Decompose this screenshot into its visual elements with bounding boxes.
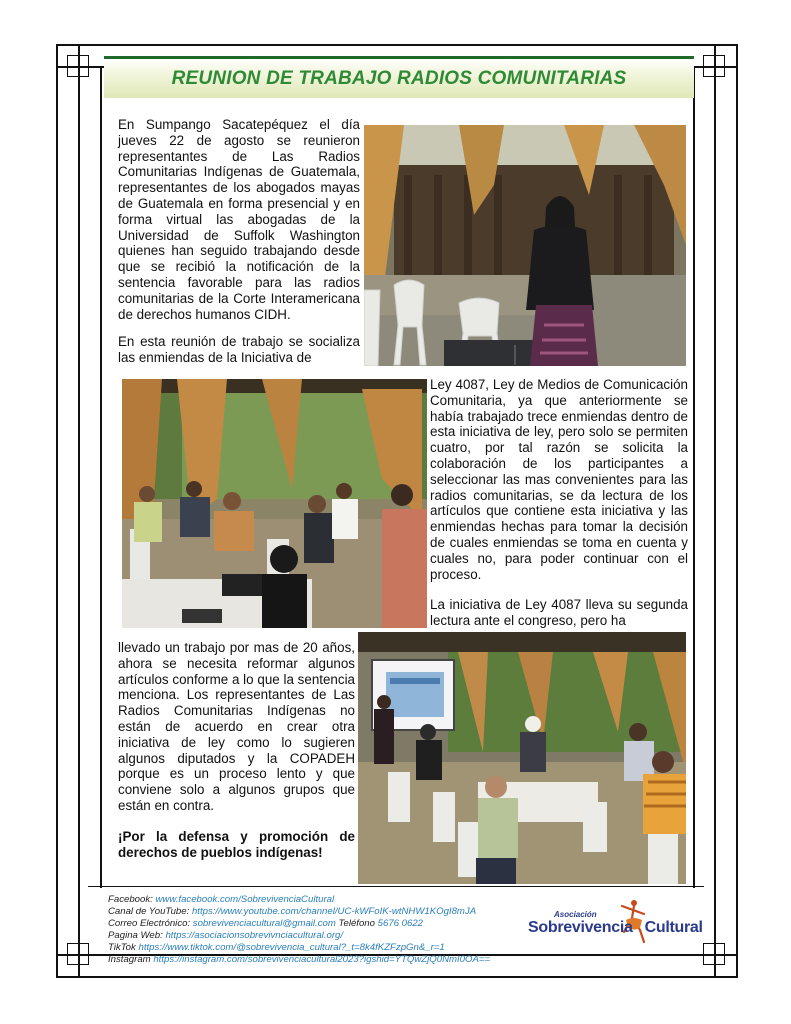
- photo-presentation-screen-art: [358, 632, 686, 884]
- photo-group-meeting: [122, 379, 427, 628]
- email-link[interactable]: sobrevivenciacultural@gmail.com: [192, 918, 336, 929]
- frame-right-line: [736, 44, 738, 978]
- title-banner: [104, 56, 694, 98]
- photo-group-meeting-art: [122, 379, 427, 628]
- footer-email: [108, 918, 423, 929]
- facebook-link[interactable]: www.facebook.com/SobrevivenciaCultural: [155, 894, 335, 905]
- web-link[interactable]: https://asociacionsobrevivnciacultural.org/: [165, 930, 344, 941]
- footer-web: [108, 930, 343, 941]
- web-label: Pagina Web:: [108, 930, 163, 941]
- phone-number: 5676 0622: [377, 918, 424, 929]
- logo-word-1: Sobrevivencia: [528, 919, 633, 936]
- email-label: Correo Electrónico:: [108, 918, 191, 929]
- photo-woman-speaking-art: [364, 125, 686, 366]
- corner-square-br: [703, 943, 725, 965]
- corner-square-tl: [67, 55, 89, 77]
- organization-logo: [526, 898, 703, 944]
- logo-small-text: Asociación: [554, 910, 597, 919]
- frame-left-line-inner: [78, 44, 80, 978]
- footer-tiktok: [108, 942, 445, 953]
- logo-name: [528, 919, 703, 937]
- frame-right-line-inner: [714, 44, 716, 978]
- photo-presentation-screen: [358, 632, 686, 884]
- paragraph-1: En Sumpango Sacatepéquez el día jueves 22 de agosto se reunieron representantes de Las Radios Comunitarias Indígenas de Guatemala, representantes de los abogados mayas de Guatemala en forma presencial y en forma virtual las abogadas de la Universidad de Suffolk Washington quienes han seguido trabajando desde que se recibió la notificación de la sentencia favorable para las radios comunitarias de la Corte Interamericana de derechos humanos CIDH.: [118, 117, 360, 322]
- footer-facebook: [108, 894, 334, 905]
- youtube-link[interactable]: https://www.youtube.com/channel/UC-kWFoIK-wtNHW1KOgI8mJA: [191, 906, 477, 917]
- frame-left-line: [56, 44, 58, 978]
- corner-square-bl: [67, 943, 89, 965]
- facebook-label: Facebook:: [108, 894, 153, 905]
- footer-youtube: [108, 906, 476, 917]
- footer-separator: [88, 886, 704, 887]
- paragraph-3-start: La iniciativa de Ley 4087 lleva su segunda lectura ante el congreso, pero ha: [430, 597, 688, 628]
- footer-instagram: [108, 954, 490, 965]
- paragraph-2-start: En esta reunión de trabajo se socializa las enmiendas de la Iniciativa de: [118, 334, 360, 365]
- instagram-label: Instagram: [108, 954, 151, 965]
- youtube-label: Canal de YouTube:: [108, 906, 190, 917]
- tiktok-label: TikTok: [108, 942, 136, 953]
- instagram-link[interactable]: https://instagram.com/sobrevivenciacultural2023?igshid=YTQwZjQ0NmI0OA==: [153, 954, 491, 965]
- content-right-rule: [693, 66, 695, 888]
- paragraph-2-continued: Ley 4087, Ley de Medios de Comunicación Comunitaria, ya que anteriormente se había trabajado trece enmiendas dentro de esta iniciativa de ley, pero solo se permiten cuatro, por tal razón se solicita la colaboración de los participantes a seleccionar las mas convenientes para las radios comunitarias, se da lectura de los artículos que contiene esta iniciativa y las enmiendas hechas para tomar la decisión de cuales enmiendas se toma en cuenta y cuales no, para poder continuar con el proceso.: [430, 377, 688, 582]
- phone-label: Teléfono: [338, 918, 375, 929]
- tiktok-link[interactable]: https://www.tiktok.com/@sobrevivencia_cultural?_t=8k4fKZFzpGn&_r=1: [138, 942, 445, 953]
- page-title: REUNION DE TRABAJO RADIOS COMUNITARIAS: [171, 67, 627, 89]
- slogan: ¡Por la defensa y promoción de derechos de pueblos indígenas!: [118, 829, 355, 860]
- content-left-rule: [100, 66, 102, 888]
- frame-top-line: [56, 44, 738, 46]
- logo-word-2: Cultural: [644, 919, 703, 936]
- paragraph-3-continued: llevado un trabajo por mas de 20 años, ahora se necesita reformar algunos artículos conforme a lo que la sentencia menciona. Los representantes de Las Radios Comunitarias Indígenas no están de acuerdo en crear otra iniciativa de ley como lo sugieren algunos diputados y la COPADEH porque es un proceso lento y que conviene solo a algunos grupos que están en contra.: [118, 640, 355, 813]
- corner-square-tr: [703, 55, 725, 77]
- frame-bottom-line: [56, 976, 738, 978]
- photo-woman-speaking: [364, 125, 686, 366]
